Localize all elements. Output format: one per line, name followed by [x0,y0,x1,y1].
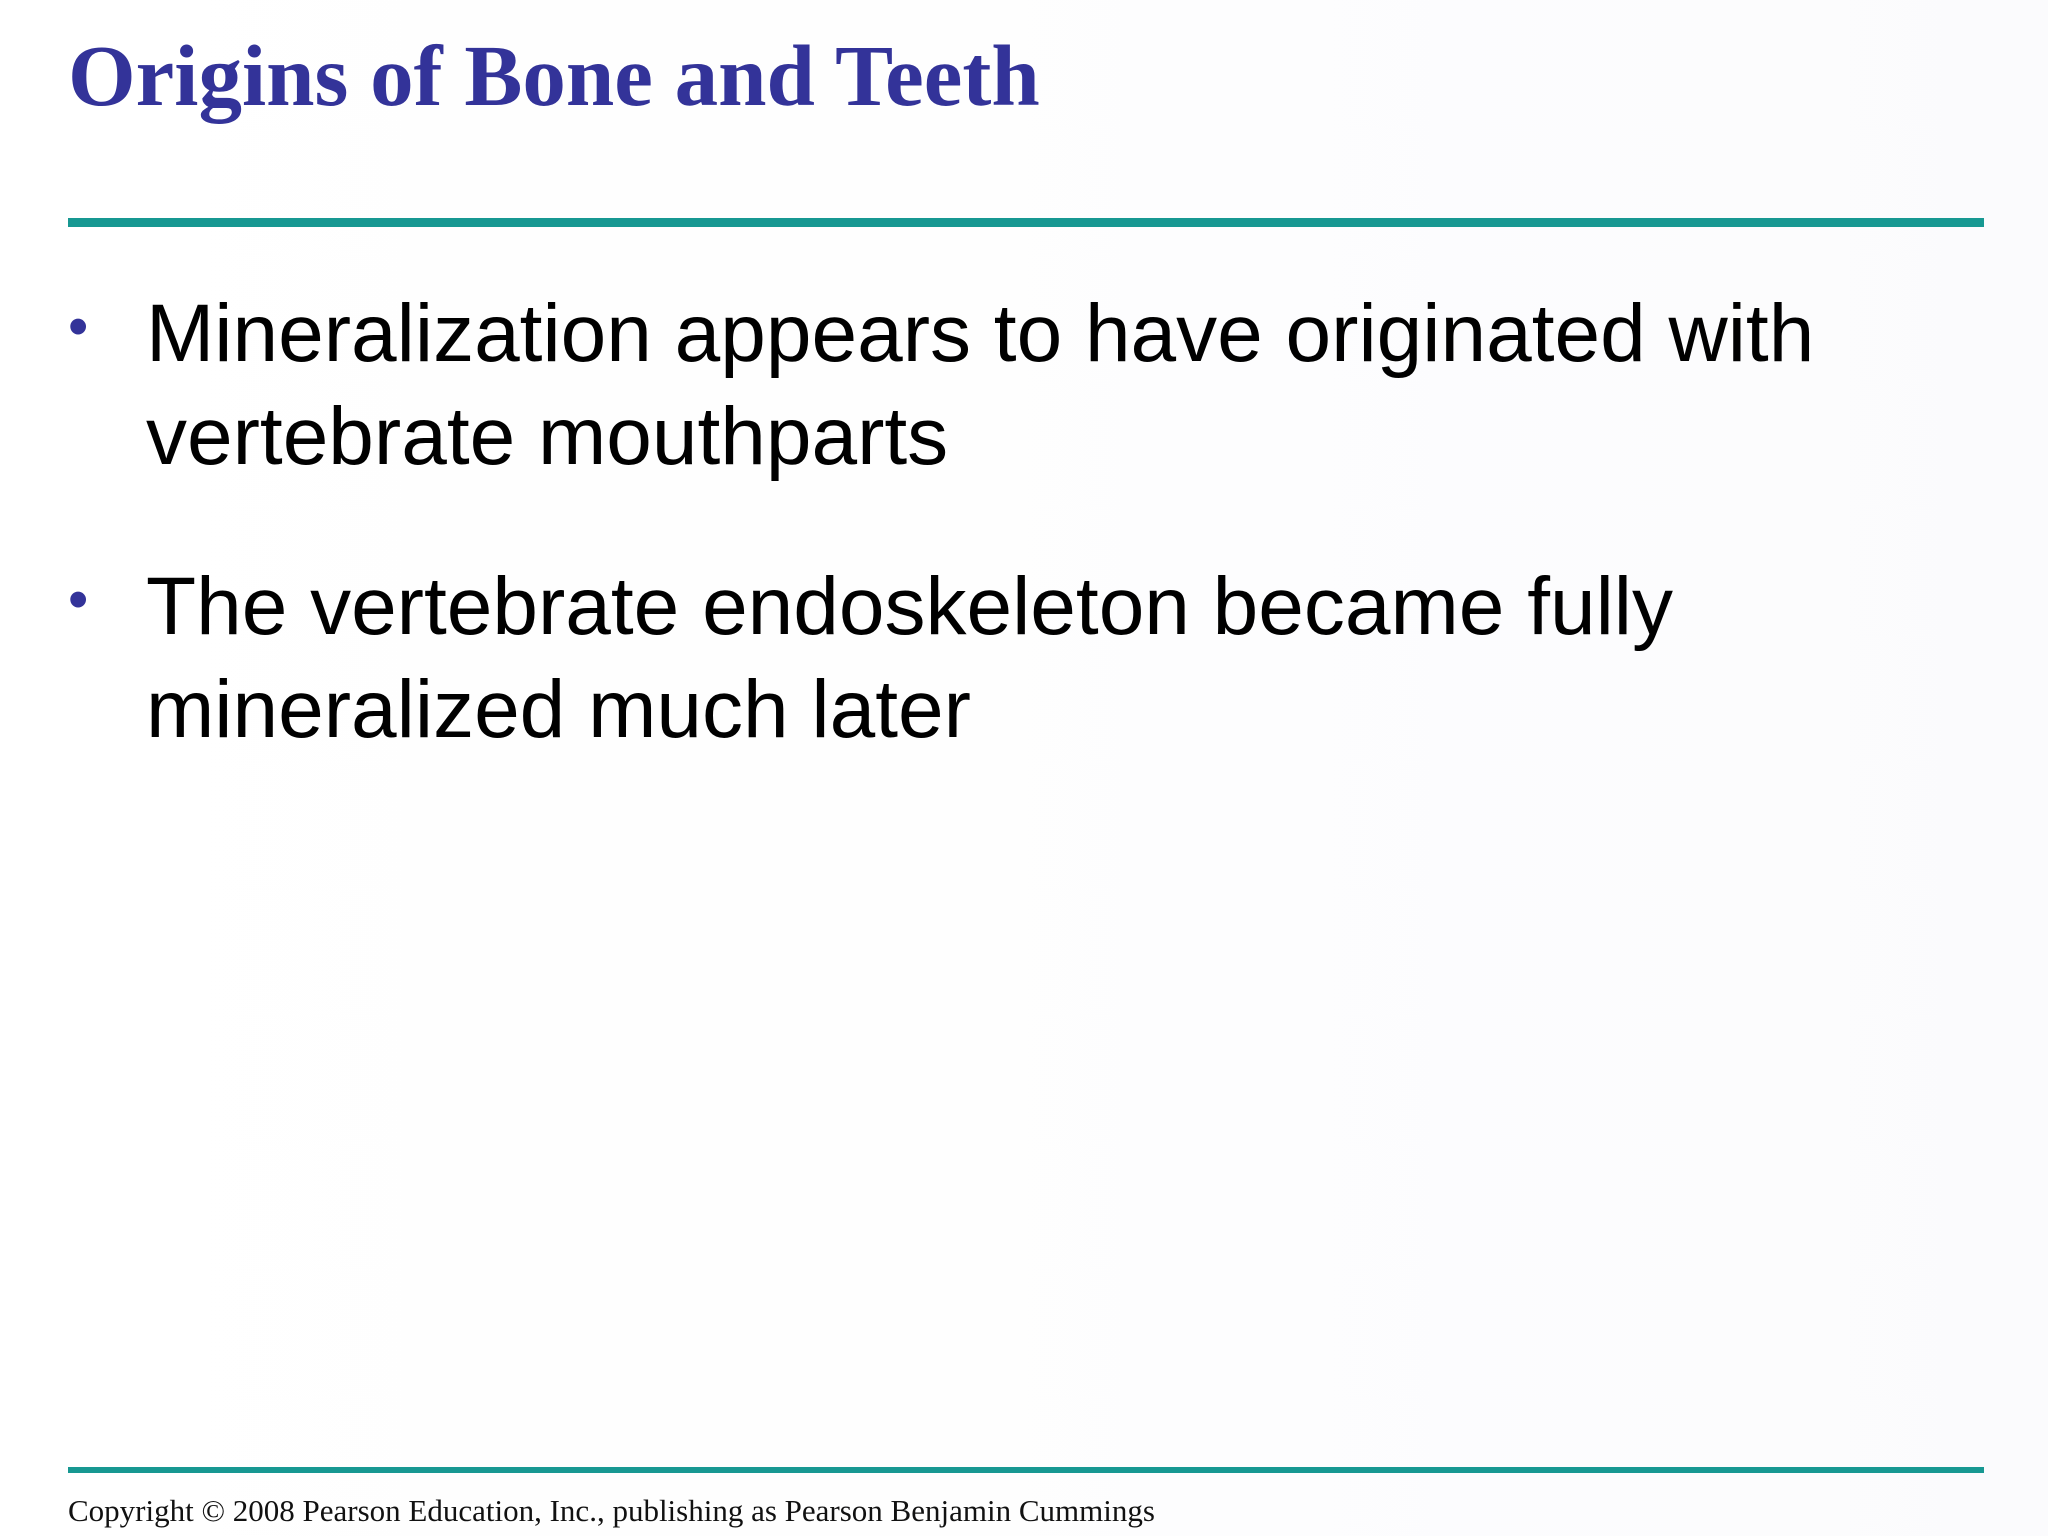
bullet-marker-icon: • [68,294,89,359]
bullet-text-line: mineralized much later [146,664,971,755]
copyright-notice: Copyright © 2008 Pearson Education, Inc., publishing as Pearson Benjamin Cummings [68,1493,1155,1528]
bullet-list [68,282,1968,828]
bullet-item [68,282,1968,488]
title-divider [68,218,1984,227]
bullet-marker-icon: • [68,567,89,632]
footer-divider [68,1467,1984,1473]
bullet-text-line: Mineralization appears to have originated with [146,288,1815,379]
bullet-text-line: The vertebrate endoskeleton became fully [146,561,1674,652]
bullet-item [68,555,1968,761]
slide-title: Origins of Bone and Teeth [68,27,1040,124]
bullet-text-line: vertebrate mouthparts [146,391,949,482]
